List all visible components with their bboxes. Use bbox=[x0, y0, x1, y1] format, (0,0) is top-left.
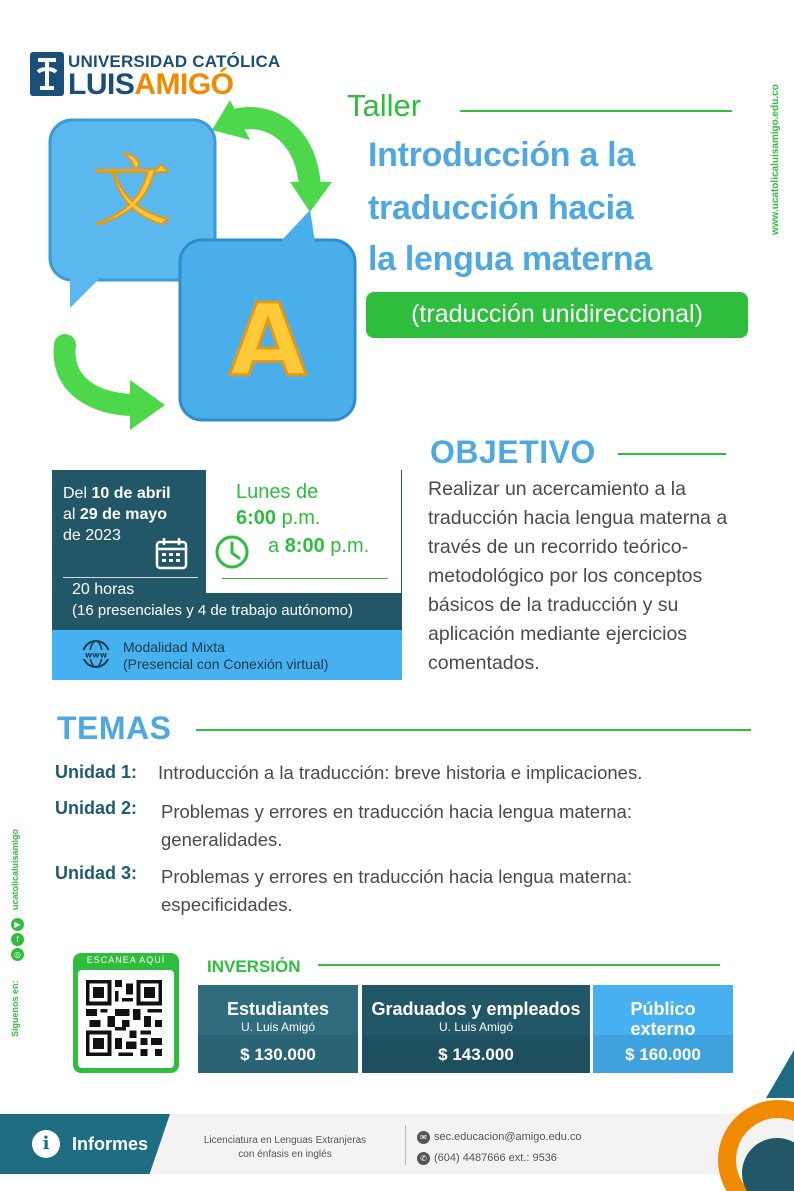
corner-triangle-decoration bbox=[766, 1050, 794, 1098]
unit-1-text: Introducción a la traducción: breve historia e implicaciones. bbox=[158, 762, 643, 783]
time-day: Lunes de bbox=[236, 481, 319, 503]
unit-2-text-line-1: Problemas y errores en traducción hacia lengua materna: bbox=[161, 801, 632, 822]
objective-heading: OBJETIVO bbox=[430, 434, 596, 470]
glyph-wen: 文 bbox=[92, 147, 172, 237]
date-year: de 2023 bbox=[63, 527, 121, 544]
instagram-icon[interactable]: ◎ bbox=[11, 948, 24, 961]
price-card-sub: U. Luis Amigó bbox=[240, 1020, 316, 1034]
price-card-sub: U. Luis Amigó bbox=[438, 1020, 514, 1034]
side-social-handle: ucatolicaluisamigo bbox=[10, 828, 20, 910]
unit-3-text-line-2: especificidades. bbox=[161, 894, 293, 915]
unit-2-text-line-2: generalidades. bbox=[161, 829, 283, 850]
side-url-text: www.ucatolicaluisamigo.edu.co bbox=[770, 84, 781, 235]
university-logo-mark bbox=[30, 52, 64, 96]
qr-label: ESCANEA AQUÍ bbox=[86, 955, 166, 965]
glyph-a: A bbox=[229, 282, 307, 399]
phone-icon: ✆ bbox=[417, 1152, 430, 1165]
footer-divider bbox=[405, 1125, 406, 1165]
time-to-value: 8:00 bbox=[284, 535, 325, 557]
investment-divider bbox=[318, 964, 720, 966]
price-card-students bbox=[198, 985, 358, 1073]
time-to bbox=[268, 535, 369, 558]
clock-icon bbox=[214, 534, 250, 570]
hours-detail: (16 presenciales y 4 de trabajo autónomo) bbox=[72, 602, 354, 619]
price-card-title-line-2: externo bbox=[630, 1019, 696, 1039]
email-icon: ✉ bbox=[417, 1131, 430, 1144]
price-value: $ 143.000 bbox=[438, 1045, 514, 1064]
twitter-icon[interactable]: ▶ bbox=[11, 918, 24, 931]
footer-program-line-2: con énfasis en inglés bbox=[238, 1149, 332, 1160]
side-social-follow bbox=[4, 800, 34, 1040]
logo-luis: LUIS bbox=[68, 68, 135, 101]
facebook-icon[interactable]: f bbox=[11, 933, 24, 946]
date-end: 29 de mayo bbox=[79, 506, 168, 523]
info-icon: i bbox=[32, 1130, 60, 1158]
calendar-icon bbox=[155, 537, 188, 570]
modality: Modalidad Mixta bbox=[123, 639, 225, 655]
price-card-title-line-1: Público bbox=[630, 999, 696, 1019]
unit-1-label: Unidad 1: bbox=[55, 762, 138, 782]
price-card-title: Estudiantes bbox=[226, 999, 330, 1019]
subtitle-pill: (traducción unidireccional) bbox=[366, 292, 748, 338]
time-to-suffix: p.m. bbox=[324, 535, 370, 557]
unit-3-text bbox=[161, 863, 761, 919]
price-card-title: Graduados y empleados bbox=[371, 999, 581, 1019]
kicker-divider bbox=[460, 110, 732, 112]
price-card-title bbox=[593, 999, 733, 1039]
topics-heading: TEMAS bbox=[57, 710, 172, 746]
unit-3-text-line-1: Problemas y errores en traducción hacia lengua materna: bbox=[161, 866, 632, 887]
date-start: 10 de abril bbox=[91, 485, 171, 502]
title-line-3: la lengua materna bbox=[368, 240, 652, 278]
date-prefix: Del bbox=[63, 485, 92, 502]
side-follow-label: Síguenos en: bbox=[10, 980, 20, 1037]
unit-2-label: Unidad 2: bbox=[55, 798, 138, 818]
hours-total: 20 horas bbox=[72, 581, 135, 598]
objective-divider bbox=[618, 453, 726, 455]
time-divider bbox=[222, 578, 388, 579]
price-card-graduates bbox=[362, 985, 590, 1073]
logo-university-catolica: UNIVERSIDAD CATÓLICA bbox=[68, 52, 281, 71]
arrow-bottom-icon bbox=[65, 345, 135, 405]
qr-code[interactable] bbox=[86, 980, 162, 1056]
footer-program-line-1: Licenciatura en Lenguas Extranjeras bbox=[203, 1135, 367, 1146]
modality-detail: (Presencial con Conexión virtual) bbox=[123, 656, 329, 672]
price-value: $ 130.000 bbox=[240, 1045, 316, 1064]
side-website-url bbox=[768, 50, 788, 240]
price-card-external bbox=[593, 985, 733, 1073]
time-to-prefix: a bbox=[268, 535, 285, 557]
investment-heading: INVERSIÓN bbox=[207, 957, 301, 976]
price-value: $ 160.000 bbox=[625, 1045, 701, 1064]
footer-email[interactable]: sec.educacion@amigo.edu.co bbox=[434, 1131, 582, 1143]
objective-text: Realizar un acercamiento a la traducción hacia lengua materna a través de un recorrido teórico-metodológico por los conceptos básicos de la traducción y su aplicación mediante ejercicios comentados. bbox=[428, 478, 728, 674]
unit-2-text bbox=[161, 798, 761, 854]
logo-amigo: AMIGÓ bbox=[134, 68, 234, 101]
time-from bbox=[236, 507, 320, 530]
time-from-suffix: p.m. bbox=[276, 507, 321, 529]
info-label: Informes bbox=[72, 1134, 149, 1154]
www-label: www bbox=[84, 650, 108, 660]
time-from-value: 6:00 bbox=[236, 507, 277, 529]
arrow-top-icon bbox=[235, 118, 310, 188]
logo-wordmark bbox=[68, 68, 234, 102]
date-mid: al bbox=[63, 506, 80, 523]
topics-divider bbox=[196, 729, 751, 731]
footer-phone[interactable]: (604) 4487666 ext.: 9536 bbox=[434, 1152, 557, 1164]
unit-3-label: Unidad 3: bbox=[55, 863, 138, 883]
title-line-2: traducción hacia bbox=[368, 189, 634, 227]
hours-divider bbox=[63, 577, 198, 578]
translation-illustration bbox=[40, 100, 360, 440]
title-line-1: Introducción a la bbox=[368, 136, 635, 174]
globe-www-icon bbox=[80, 638, 112, 670]
kicker-taller: Taller bbox=[347, 88, 422, 123]
